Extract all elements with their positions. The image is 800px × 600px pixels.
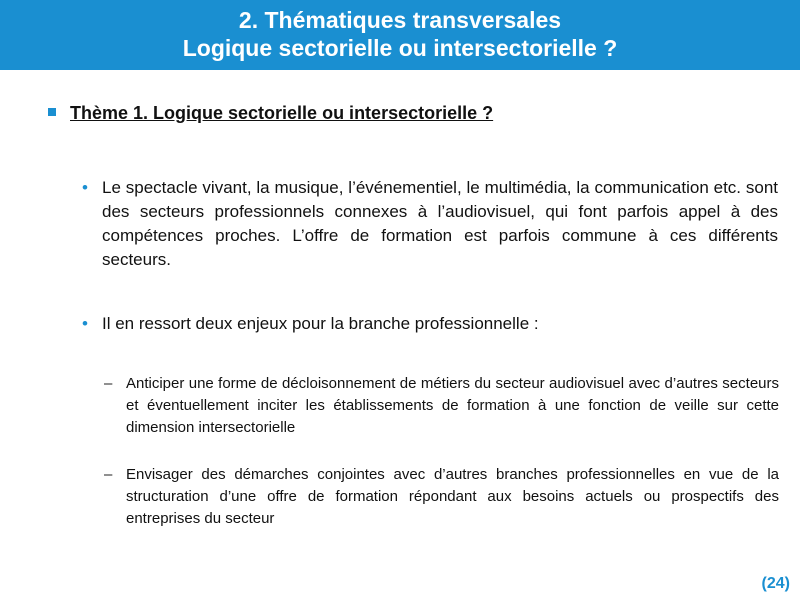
sub-bullet-item-2 (104, 464, 779, 530)
slide-header (0, 0, 800, 70)
bullet-text-2: Il en ressort deux enjeux pour la branche professionnelle : (102, 314, 539, 333)
bullet-dot-icon: • (82, 314, 88, 333)
theme-title: Thème 1. Logique sectorielle ou intersectorielle ? (70, 103, 494, 123)
page-number: (24) (761, 575, 790, 592)
slide-title-line1: 2. Thématiques transversales (238, 7, 562, 33)
bullet-item-1 (82, 176, 778, 272)
sub-bullet-text-1: Anticiper une forme de décloisonnement de métiers du secteur audiovisuel avec d’autres secteurs et éventuellement inciter les établissements de formation à une fonction de veille sur cette dimension intersectorielle (126, 375, 779, 436)
sub-bullet-item-1 (104, 373, 779, 439)
slide-content (0, 70, 800, 600)
dash-bullet-icon: – (104, 375, 113, 392)
theme-heading (48, 103, 493, 124)
sub-bullet-text-2: Envisager des démarches conjointes avec d’autres branches professionnelles en vue de la structuration d’une offre de formation répondant aux besoins actuels ou prospectifs des entreprises du secteur (126, 466, 779, 527)
bullet-dot-icon: • (82, 178, 88, 197)
square-bullet-icon (48, 108, 56, 116)
bullet-item-2 (82, 312, 778, 336)
dash-bullet-icon: – (104, 466, 113, 483)
bullet-text-1: Le spectacle vivant, la musique, l’événementiel, le multimédia, la communication etc. sont des secteurs professionnels connexes à l’audiovisuel, qui font parfois appel à des compétences proches. L’offre de formation est parfois commune à ces différents secteurs. (102, 178, 778, 269)
slide-title-line2: Logique sectorielle ou intersectorielle ? (182, 35, 618, 61)
